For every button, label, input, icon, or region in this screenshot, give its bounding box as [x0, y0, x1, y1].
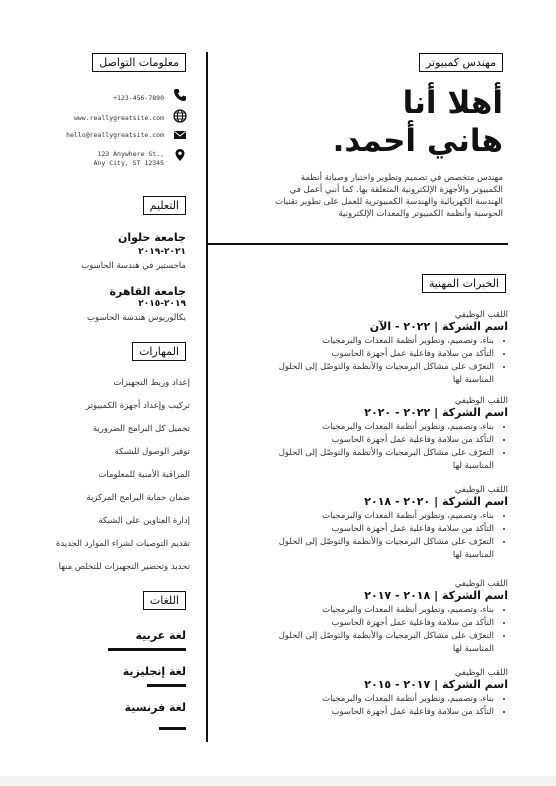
job-bullet: • التأكد من سلامة وفاعلية عمل أجهزة الحاسوب — [268, 523, 494, 536]
job-title: اللقب الوظيفي — [454, 396, 508, 406]
job-bullet: • التأكد من سلامة وفاعلية عمل أجهزة الحاسوب — [268, 434, 494, 447]
language-level-bar — [159, 727, 186, 730]
skill-item: تقديم التوصيات لشراء الموارد الجديدة — [55, 539, 190, 549]
school-name: جامعة حلوان — [117, 231, 186, 244]
job-entry — [268, 579, 508, 656]
job-period: ٢٠٢٢ - ٢٠٢٠ — [364, 406, 431, 419]
phone-icon — [173, 87, 187, 101]
website-text: www.reallygreatsite.com — [73, 114, 164, 122]
school-degree: بكالوريوس هندسة الحاسوب — [86, 313, 186, 323]
separator: | — [434, 678, 439, 691]
summary: مهندس متخصص في تصميم وتطوير واختبار وصيانة أنظمة الكمبيوتر والأجهزة الإلكترونية المتعلقة بها. كما أنني أعمل في الهندسة الكهربائية والهندسة الكمبيوترية للعمل على تطوير تقنيات الحوسبة وأنظمة الكمبيوتر والمعدات الإلكترونية — [275, 173, 503, 219]
role-badge: مهندس كمبيوتر — [419, 53, 503, 72]
experience-heading: الخبرات المهنية — [422, 274, 506, 293]
contact-heading: معلومات التواصل — [92, 53, 186, 72]
skill-item: المراقبة الأمنية للمعلومات — [98, 470, 190, 480]
skill-item: توفير الوصول للشبكة — [114, 447, 190, 457]
school-years: ٢٠١٩-٢٠١٥ — [138, 299, 186, 309]
job-period: ٢٠١٨ - ٢٠١٧ — [364, 589, 431, 602]
job-entry — [268, 396, 508, 473]
job-entry — [268, 310, 508, 387]
language-level-bar — [147, 684, 186, 687]
skill-item: تحميل كل البرامج الضرورية — [92, 424, 190, 434]
separator: | — [434, 406, 439, 419]
job-title: اللقب الوظيفي — [454, 310, 508, 320]
address-line1: 123 Anywhere St., — [97, 150, 164, 158]
job-bullet: • بناء، وتصميم، وتطوير أنظمة المعدات والبرمجيات — [268, 604, 494, 617]
job-entry — [268, 485, 508, 562]
school-years: ٢٠٢١-٢٠١٩ — [138, 247, 186, 257]
job-bullet: • بناء، وتصميم، وتطوير أنظمة المعدات والبرمجيات — [268, 693, 494, 706]
job-period: ٢٠١٧ - ٢٠١٥ — [364, 678, 431, 691]
job-period: ٢٠٢٢ - الآن — [369, 320, 431, 333]
job-bullet: • التعرّف على مشاكل البرمجيات والأنظمة والتوصّل إلى الحلول المناسبة لها — [268, 361, 494, 387]
job-bullet: • التأكد من سلامة وفاعلية عمل أجهزة الحاسوب — [268, 706, 494, 719]
skill-item: إعداد وربط التجهيزات — [113, 378, 190, 388]
horizontal-divider — [206, 243, 508, 245]
separator: | — [434, 495, 439, 508]
phone-text: +123-456-7890 — [113, 94, 164, 102]
skill-item: إدارة العناوين على الشبكة — [98, 516, 190, 526]
address-line2: Any City, ST 12345 — [93, 159, 164, 167]
vertical-divider — [206, 52, 208, 742]
education-heading: التعليم — [143, 196, 186, 215]
job-title: اللقب الوظيفي — [454, 579, 508, 589]
skill-item: ضمان حماية البرامج المركزية — [86, 493, 190, 503]
job-bullet: • بناء، وتصميم، وتطوير أنظمة المعدات والبرمجيات — [268, 421, 494, 434]
skill-item: تركيب وإعداد أجهزة الكمبيوتر — [85, 401, 190, 411]
skills-heading: المهارات — [132, 342, 186, 361]
company-name: اسم الشركة — [441, 589, 508, 602]
languages-heading: اللغات — [143, 591, 186, 610]
job-period: ٢٠٢٠ - ٢٠١٨ — [364, 495, 431, 508]
globe-icon — [173, 108, 187, 122]
company-name: اسم الشركة — [441, 320, 508, 333]
language-name: لغة عربية — [135, 629, 186, 642]
job-bullet: • بناء، وتصميم، وتطوير أنظمة المعدات والبرمجيات — [268, 335, 494, 348]
location-pin-icon — [173, 147, 187, 161]
job-bullet: • التعرّف على مشاكل البرمجيات والأنظمة والتوصّل إلى الحلول المناسبة لها — [268, 630, 494, 656]
job-bullet: • بناء، وتصميم، وتطوير أنظمة المعدات والبرمجيات — [268, 510, 494, 523]
company-name: اسم الشركة — [441, 495, 508, 508]
skill-item: تحديد وتحضير التجهيزات للتخلص منها — [58, 562, 190, 572]
greeting: أهلا أنا — [402, 85, 503, 121]
job-bullet: • التعرّف على مشاكل البرمجيات والأنظمة والتوصّل إلى الحلول المناسبة لها — [268, 536, 494, 562]
job-title: اللقب الوظيفي — [454, 485, 508, 495]
mail-icon — [173, 127, 187, 141]
job-entry — [268, 668, 508, 719]
language-name: لغة إنجليزية — [122, 665, 186, 678]
company-name: اسم الشركة — [441, 678, 508, 691]
email-text: hello@reallygreatsite.com — [66, 131, 164, 139]
language-name: لغة فرنسية — [124, 701, 186, 714]
job-bullet: • التأكد من سلامة وفاعلية عمل أجهزة الحاسوب — [268, 348, 494, 361]
company-name: اسم الشركة — [441, 406, 508, 419]
separator: | — [434, 589, 439, 602]
school-name: جامعة القاهرة — [109, 285, 186, 298]
job-bullet: • التأكد من سلامة وفاعلية عمل أجهزة الحاسوب — [268, 617, 494, 630]
language-level-bar — [108, 648, 186, 651]
job-bullet: • التعرّف على مشاكل البرمجيات والأنظمة والتوصّل إلى الحلول المناسبة لها — [268, 447, 494, 473]
separator: | — [434, 320, 439, 333]
job-title: اللقب الوظيفي — [454, 668, 508, 678]
school-degree: ماجستير في هندسة الحاسوب — [81, 261, 186, 271]
full-name: هاني أحمد. — [332, 123, 503, 159]
